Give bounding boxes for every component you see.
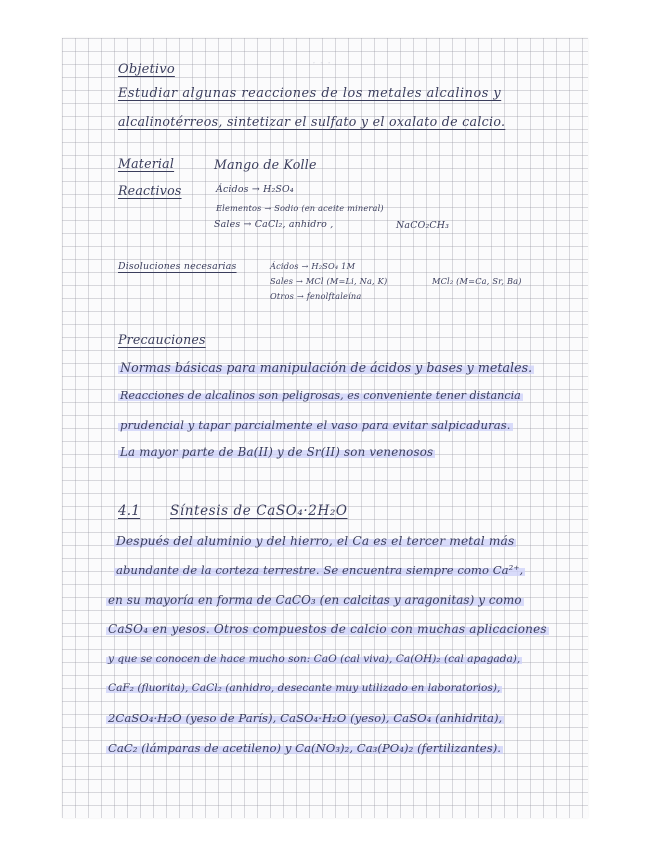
disoluciones-sales-extra: MCl₂ (M=Ca, Sr, Ba)	[432, 276, 522, 286]
bleed-through-text: · · ·	[312, 56, 332, 70]
reactivos-elementos: Elementos → Sodio (en aceite mineral)	[216, 203, 384, 213]
section-title: Síntesis de CaSO₄·2H₂O	[170, 503, 348, 519]
section-line-7-text: 2CaSO₄·H₂O (yeso de París), CaSO₄·H₂O (yeso), CaSO₄ (anhidrita),	[108, 711, 503, 725]
reactivos-sales: Sales → CaCl₂, anhidro ,	[214, 219, 334, 230]
material-value: Mango de Kolle	[214, 157, 317, 172]
notebook-page	[62, 38, 588, 818]
section-line-8	[106, 740, 503, 756]
precauciones-line-4	[118, 444, 435, 460]
precauciones-line-4-text: La mayor parte de Ba(II) y de Sr(II) son venenosos	[120, 445, 434, 459]
section-line-1-text: Después del aluminio y del hierro, el Ca es el tercer metal más	[116, 534, 515, 548]
objetivo-line-2: alcalinotérreos, sintetizar el sulfato y el oxalato de calcio.	[118, 114, 506, 129]
section-line-4-text: CaSO₄ en yesos. Otros compuestos de calcio con muchas aplicaciones	[108, 622, 547, 636]
objetivo-heading: Objetivo	[118, 62, 175, 77]
disoluciones-acidos: Ácidos → H₂SO₄ 1M	[270, 261, 356, 271]
section-line-3-text: en su mayoría en forma de CaCO₃ (en calcitas y aragonitas) y como	[108, 593, 522, 607]
disoluciones-otros: Otros → fenolftaleína	[270, 291, 362, 301]
precauciones-line-2-text: Reacciones de alcalinos son peligrosas, es conveniente tener distancia	[120, 389, 521, 402]
reactivos-label: Reactivos	[118, 183, 182, 198]
material-label: Material	[118, 156, 175, 171]
section-line-5	[106, 651, 522, 667]
section-line-5-text: y que se conocen de hace mucho son: CaO (cal viva), Ca(OH)₂ (cal apagada),	[108, 653, 521, 665]
disoluciones-label: Disoluciones necesarias	[118, 261, 237, 272]
objetivo-line-1: Estudiar algunas reacciones de los metales alcalinos y	[118, 86, 502, 101]
precauciones-line-3	[118, 417, 513, 433]
precauciones-line-3-text: prudencial y tapar parcialmente el vaso para evitar salpicaduras.	[120, 418, 511, 432]
section-line-4	[106, 621, 549, 637]
reactivos-acidos: Ácidos → H₂SO₄	[216, 184, 294, 195]
section-line-1	[114, 533, 516, 549]
section-line-8-text: CaC₂ (lámparas de acetileno) y Ca(NO₃)₂, Ca₃(PO₄)₂ (fertilizantes).	[108, 741, 502, 755]
section-line-2-text: abundante de la corteza terrestre. Se encuentra siempre como Ca²⁺,	[116, 563, 524, 577]
section-line-7	[106, 710, 504, 726]
precauciones-line-1-text: Normas básicas para manipulación de ácidos y bases y metales.	[120, 360, 533, 375]
section-number: 4.1	[118, 503, 141, 519]
section-line-3	[106, 592, 524, 608]
disoluciones-sales: Sales → MCl (M=Li, Na, K)	[270, 276, 388, 286]
precauciones-heading: Precauciones	[118, 332, 206, 347]
precauciones-line-2	[118, 388, 523, 404]
section-line-2	[114, 562, 525, 578]
reactivos-sales-extra: NaCO₂CH₃	[396, 220, 450, 231]
section-line-6	[106, 680, 502, 696]
precauciones-line-1	[118, 360, 534, 376]
section-line-6-text: CaF₂ (fluorita), CaCl₂ (anhidro, desecante muy utilizado en laboratorios),	[108, 682, 501, 694]
